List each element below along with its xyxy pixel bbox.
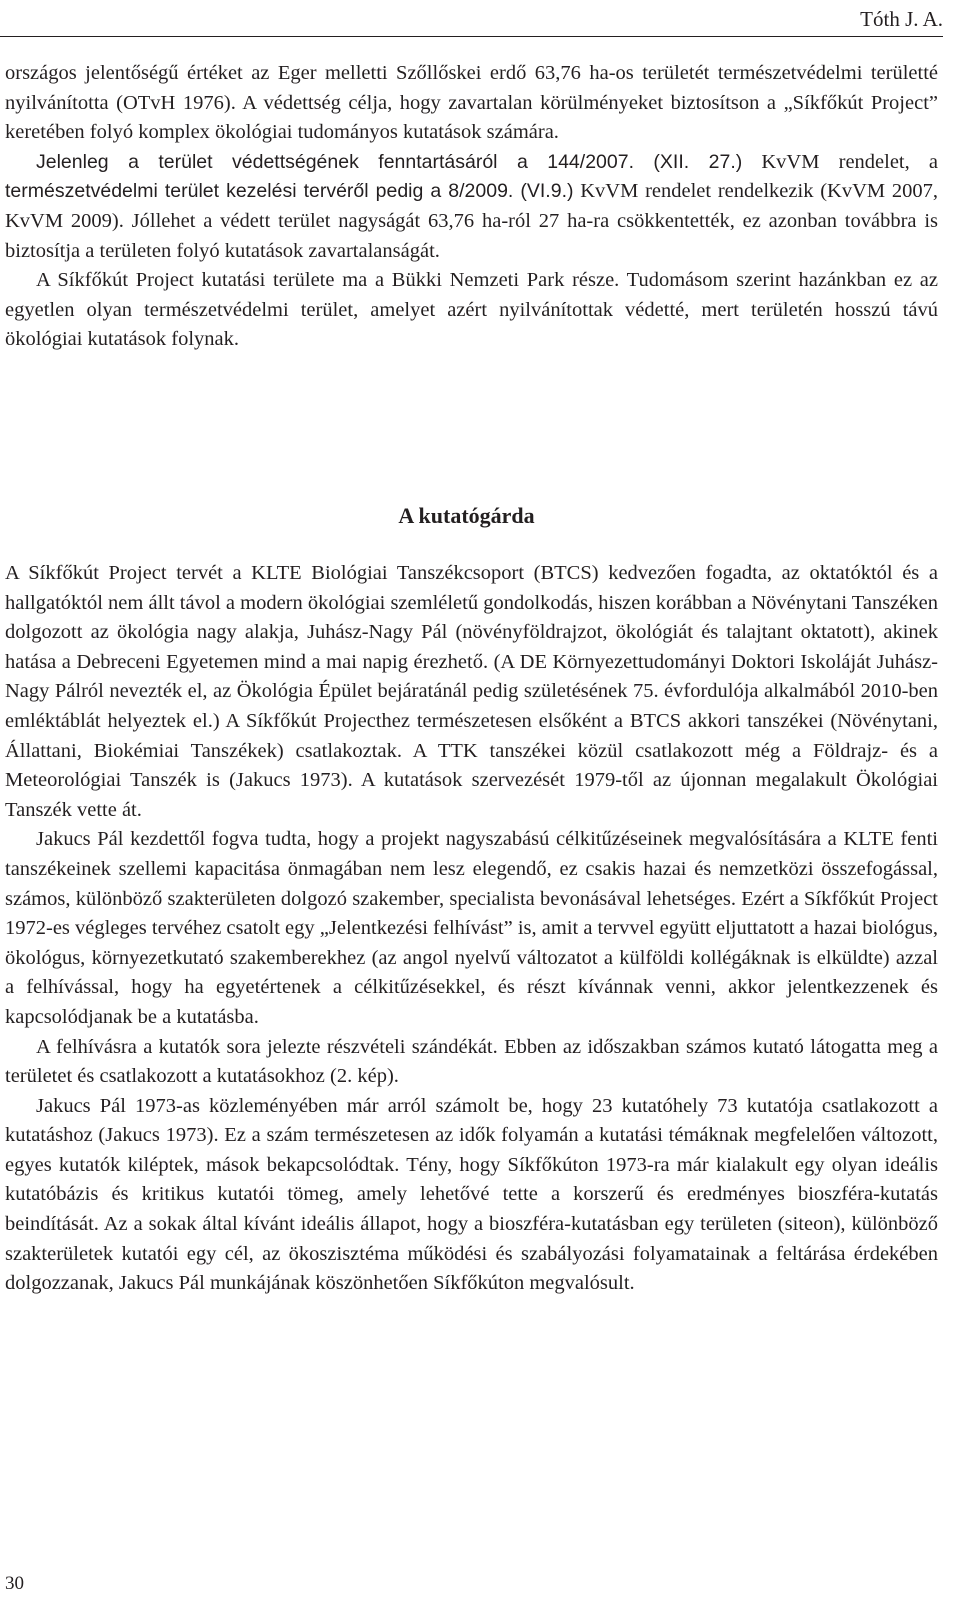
- paragraph-research-departments: A Síkfőkút Project tervét a KLTE Biológiai Tanszékcsoport (BTCS) kedvezően fogadta, az oktatóktól és a hallgatóktól nem állt távol a modern ökológiai szemléletű gondolkodás, hiszen korábban a Növénytani Tanszéken dolgozott az ökológia nagy alakja, Juhász-Nagy Pál (növényföldrajzot, ökológiát és talajtant oktatott), akinek hatása a Debreceni Egyetemen mind a mai napig érezhető. (A DE Környezettudományi Doktori Iskoláját Juhász-Nagy Pálról nevezték el, az Ökológia Épület bejáratánál pedig születésének 75. évfordulója alkalmából 2010-ben emléktáblát helyeztek el.) A Síkfőkút Projecthez természetesen elsőként a BTCS akkori tanszékei (Növénytani, Állattani, Biokémiai Tanszékek) csatlakoztak. A TTK tanszékei közül csatlakozott még a Földrajz- és a Meteorológiai Tanszék is (Jakucs 1973). A kutatások szervezését 1979-től az újonnan megalakult Ökológiai Tanszék vette át.: [5, 562, 938, 821]
- main-text-block: [5, 559, 938, 1299]
- paragraph-national-park: A Síkfőkút Project kutatási területe ma a Bükki Nemzeti Park része. Tudomásom szerint hazánkban ez az egyetlen olyan természetvédelmi terület, amelyet azért nyilvánítottak védetté, mert területén hosszú távú ökológiai kutatások folynak.: [5, 269, 938, 351]
- regulation-plan-text: KvVM rendelet rendelkezik (KvVM 2007, KvVM 2009). Jóllehet a védett terület nagyságát 63,76 ha-ról 27 ha-ra csökkentették, ez azonban továbbra is biztosítja a területen folyó kutatások zavartalanságát.: [5, 180, 938, 262]
- intro-text-block: [5, 59, 938, 355]
- paragraph-call-for-researchers: Jakucs Pál kezdettől fogva tudta, hogy a projekt nagyszabású célkitűzéseinek megvalósítására a KLTE fenti tanszékeinek szellemi kapacitása önmagában nem lesz elegendő, ez csakis hazai és nemzetközi összefogással, számos, különböző szakterületen dolgozó szakember, specialista bevonásával lehetséges. Ezért a Síkfőkút Project 1972-es végleges tervéhez csatolt egy „Jelentkezési felhívást” is, amit a tervvel együtt eljuttatott a hazai biológus, ökológus, környezetkutató szakemberekhez (az angol nyelvű változatot a külföldi kollégáknak is elküldte) azzal a felhívással, hogy ha egyetértenek a célkitűzésekkel, és részt kívánnak venni, akkor jelentkezzenek és kapcsolódjanak be a kutatásba.: [5, 828, 938, 1028]
- paragraph-protection-decree: országos jelentőségű értéket az Eger melletti Szőllőskei erdő 63,76 ha-os területét természetvédelmi területté nyilvánította (OTvH 1976). A védettség célja, hogy zavartalan körülményeket biztosítson a „Síkfőkút Project” keretében folyó komplex ökológiai tudományos kutatások számára.: [5, 62, 938, 144]
- header-rule: [0, 36, 943, 37]
- paragraph-research-base: Jakucs Pál 1973-as közleményében már arról számolt be, hogy 23 kutatóhely 73 kutatója csatlakozott a kutatáshoz (Jakucs 1973). Ez a szám természetesen az idők folyamán a kutatási témáknak megfelelően változott, egyes kutatók kiléptek, mások bekapcsolódtak. Tény, hogy Síkfőkúton 1973-ra már kialakult egy olyan ideális kutatóbázis és kritikus kutatói tömeg, amely lehetővé tette a korszerű és eredményes bioszféra-kutatás beindítását. Az a sokak által kívánt ideális állapot, hogy a bioszféra-kutatásban egy területen (siteon), különböző szakterületek kutatói egy cél, az ökoszisztéma működési és szabályozási folyamatainak a feltárása érdekében dolgozzanak, Jakucs Pál munkájának köszönhetően Síkfőkúton megvalósult.: [5, 1094, 938, 1295]
- page-number: 30: [5, 1573, 24, 1594]
- regulation-text-sans: Jelenleg a terület védettségének fenntartásáról a 144/2007. (XII. 27.): [36, 150, 743, 173]
- regulation-plan-text-sans: természetvédelmi terület kezelési tervéről pedig a 8/2009. (VI.9.): [5, 180, 574, 203]
- paragraph-participation: A felhívásra a kutatók sora jelezte részvételi szándékát. Ebben az időszakban számos kutató látogatta meg a területet és csatlakozott a kutatásokhoz (2. kép).: [5, 1035, 938, 1088]
- section-title: A kutatógárda: [398, 503, 535, 528]
- regulation-text: KvVM rendelet, a: [742, 150, 938, 173]
- running-head: Tóth J. A.: [860, 7, 943, 31]
- paragraph-current-regulation: [5, 148, 938, 266]
